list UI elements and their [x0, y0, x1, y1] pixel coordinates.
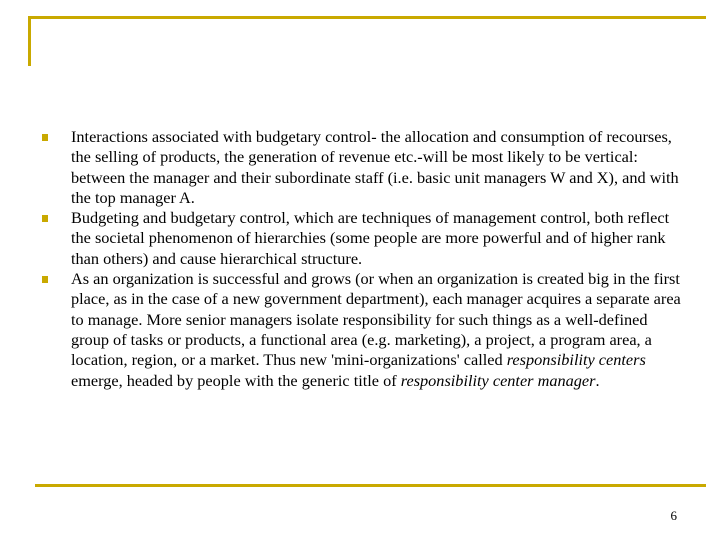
top-accent-rule	[28, 16, 706, 19]
square-bullet-icon	[42, 134, 48, 141]
bullet-list	[42, 127, 682, 391]
bullet-text-end: .	[595, 370, 600, 390]
bottom-accent-rule	[35, 484, 706, 487]
left-accent-rule	[28, 16, 31, 66]
page-number: 6	[670, 508, 677, 523]
square-bullet-icon	[42, 276, 48, 283]
bullet-text: emerge, headed by people with the generic title of	[71, 370, 401, 390]
square-bullet-icon	[42, 215, 48, 222]
bullet-item-hierarchies	[42, 208, 682, 269]
bullet-text: Interactions associated with budgetary control- the allocation and consumption of recourses, the selling of products, the generation of revenue etc.-will be most likely to be vertical: between the manager and their subordinate staff (i.e. basic unit managers W and X), and with the top manager A.	[71, 127, 679, 207]
responsibility-centers-term: responsibility centers	[506, 350, 646, 370]
bullet-item-budgetary-interactions	[42, 127, 682, 208]
bullet-item-responsibility-centers	[42, 269, 682, 391]
responsibility-center-manager-term: responsibility center manager	[400, 370, 596, 390]
bullet-text: As an organization is successful and grows (or when an organization is created big in the first place, as in the case of a new government department), each manager acquires a separate area to manage. More senior managers isolate responsibility for such things as a well-defined group of tasks or products, a functional area (e.g. marketing), a project, a program area, a location, region, or a market. Thus new 'mini-organizations' called	[71, 269, 681, 370]
bullet-text: Budgeting and budgetary control, which are techniques of management control, both reflect the societal phenomenon of hierarchies (some people are more powerful and of higher rank than others) and cause hierarchical structure.	[71, 208, 670, 268]
